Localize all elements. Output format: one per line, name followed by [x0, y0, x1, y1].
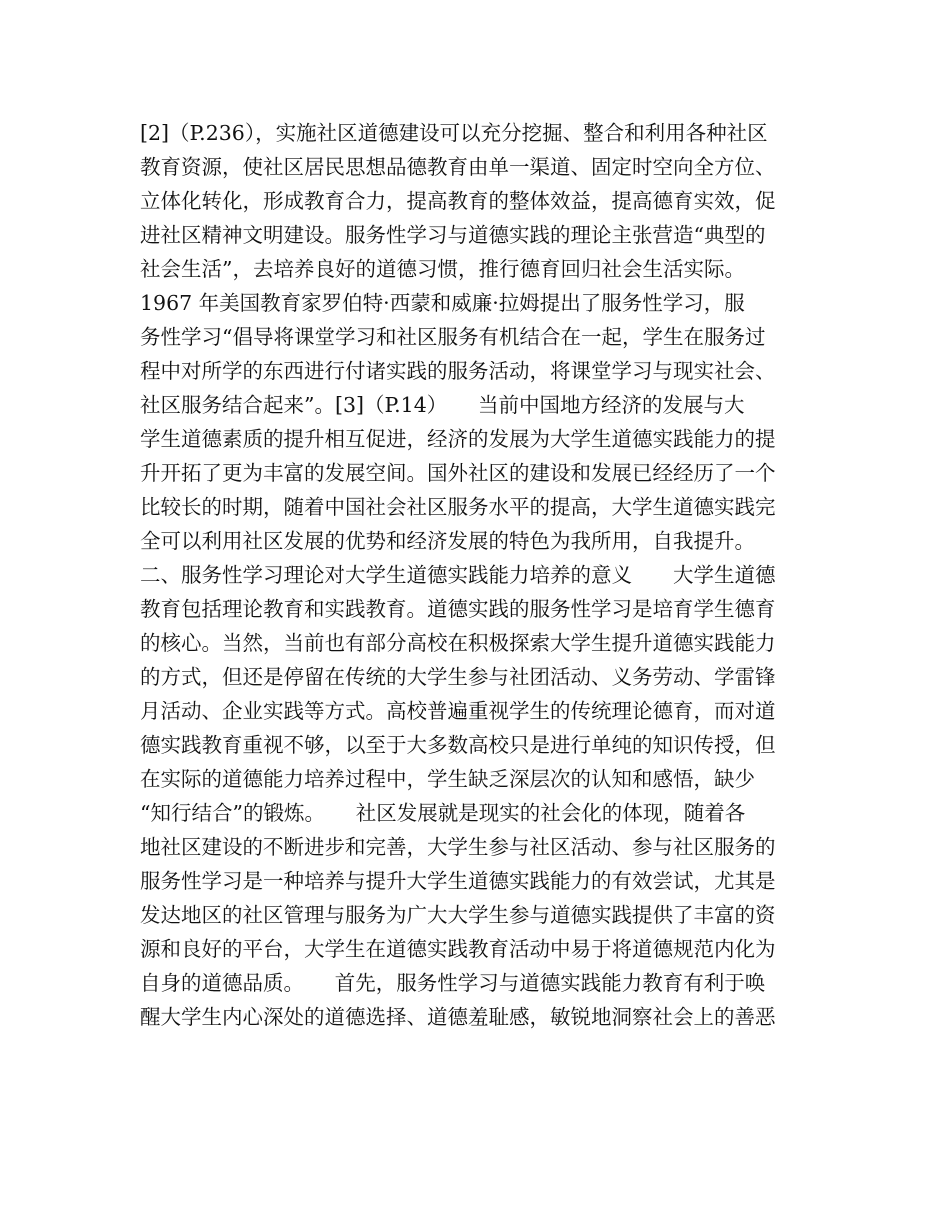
text-line: 立体化转化，形成教育合力，提高教育的整体效益，提高德育实效，促 [140, 189, 776, 213]
text-line: 进社区精神文明建设。服务性学习与道德实践的理论主张营造“典型的 [140, 223, 766, 247]
text-line: 二、服务性学习理论对大学生道德实践能力培养的意义 大学生道德 [140, 563, 776, 587]
text-line: 教育资源，使社区居民思想品德教育由单一渠道、固定时空向全方位、 [140, 155, 776, 179]
text-line: 月活动、企业实践等方式。高校普遍重视学生的传统理论德育，而对道 [140, 699, 776, 723]
text-line: 社区服务结合起来”。[3]（P.14） 当前中国地方经济的发展与大 [140, 393, 745, 417]
text-line: 的方式，但还是停留在传统的大学生参与社团活动、义务劳动、学雷锋 [140, 665, 776, 689]
text-line: 源和良好的平台，大学生在道德实践教育活动中易于将道德规范内化为 [140, 937, 776, 961]
text-line: 教育包括理论教育和实践教育。道德实践的服务性学习是培育学生德育 [140, 597, 776, 621]
text-line: 的核心。当然，当前也有部分高校在积极探索大学生提升道德实践能力 [140, 631, 776, 655]
text-line: 德实践教育重视不够，以至于大多数高校只是进行单纯的知识传授，但 [140, 733, 776, 757]
text-line: [2]（P.236），实施社区道德建设可以充分挖掘、整合和利用各种社区 [140, 121, 768, 145]
text-line: 地社区建设的不断进步和完善，大学生参与社区活动、参与社区服务的 [140, 835, 776, 859]
text-line: 升开拓了更为丰富的发展空间。国外社区的建设和发展已经经历了一个 [140, 461, 776, 485]
text-line: 醒大学生内心深处的道德选择、道德羞耻感，敏锐地洞察社会上的善恶 [140, 1005, 776, 1029]
text-line: 学生道德素质的提升相互促进，经济的发展为大学生道德实践能力的提 [140, 427, 776, 451]
text-line: 发达地区的社区管理与服务为广大大学生参与道德实践提供了丰富的资 [140, 903, 776, 927]
text-line: “知行结合”的锻炼。 社区发展就是现实的社会化的体现，随着各 [140, 801, 746, 825]
text-line: 1967 年美国教育家罗伯特·西蒙和威廉·拉姆提出了服务性学习，服 [140, 291, 745, 315]
text-line: 社会生活”，去培养良好的道德习惯，推行德育回归社会生活实际。 [140, 257, 745, 281]
text-line: 在实际的道德能力培养过程中，学生缺乏深层次的认知和感悟，缺少 [140, 767, 755, 791]
text-line: 程中对所学的东西进行付诸实践的服务活动，将课堂学习与现实社会、 [140, 359, 776, 383]
text-line: 务性学习“倡导将课堂学习和社区服务有机结合在一起，学生在服务过 [140, 325, 766, 349]
text-line: 比较长的时期，随着中国社会社区服务水平的提高，大学生道德实践完 [140, 495, 776, 519]
text-line: 自身的道德品质。 首先，服务性学习与道德实践能力教育有利于唤 [140, 971, 766, 995]
text-line: 服务性学习是一种培养与提升大学生道德实践能力的有效尝试，尤其是 [140, 869, 776, 893]
body-text [140, 116, 830, 1034]
text-line: 全可以利用社区发展的优势和经济发展的特色为我所用，自我提升。 [140, 529, 755, 553]
